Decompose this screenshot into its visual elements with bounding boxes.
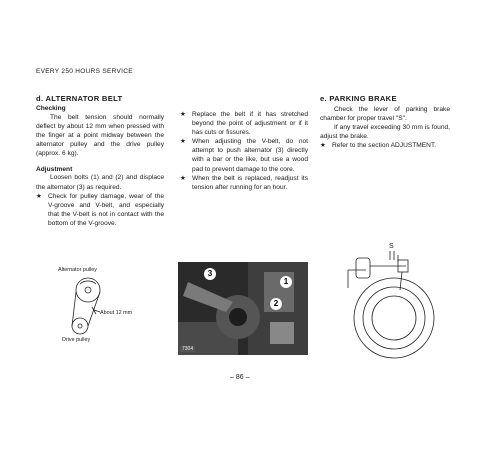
alternator-title: d. ALTERNATOR BELT [36, 94, 123, 103]
note-item [180, 110, 308, 137]
alternator-hub [85, 287, 91, 293]
chamber [356, 258, 370, 278]
star-bullet: ★ [180, 174, 186, 182]
brake-drum-hub [372, 296, 416, 340]
belt-diagram [50, 270, 160, 340]
photo-callout: 2 [270, 298, 282, 310]
star-bullet: ★ [320, 142, 326, 150]
about-12mm-label: About 12 mm [100, 310, 133, 316]
star-bullet: ★ [36, 192, 42, 200]
photo-tag: 7304 [182, 346, 194, 352]
parking-title: e. PARKING BRAKE [320, 94, 397, 103]
drive-pulley [72, 318, 88, 334]
belt-right [88, 292, 100, 326]
adjustment-text: Loosen bolts (1) and (2) and displace the alternator (3) as required. [36, 174, 164, 191]
parking-text-2: If any travel exceeding 30 mm is found, adjust the brake. [320, 124, 450, 141]
note-item [180, 174, 308, 192]
frame [348, 270, 366, 288]
parking-note-text: Refer to the section ADJUSTMENT. [332, 142, 437, 150]
alternator-pulley-label: Alternator pulley [58, 267, 97, 273]
lever [400, 272, 402, 290]
star-bullet: ★ [180, 111, 186, 118]
photo-callout: 3 [204, 268, 216, 280]
page-number: – 86 – [230, 374, 250, 381]
alternator-photo [178, 262, 308, 355]
alternator-column [36, 94, 164, 228]
checking-heading: Checking [36, 105, 66, 112]
star-bullet: ★ [180, 138, 186, 146]
parking-note [320, 141, 450, 150]
drive-pulley-label: Drive pulley [62, 337, 91, 343]
parking-text: Check the lever of parking brake chamber for proper travel "S". [320, 106, 450, 123]
note-text: When adjusting the V-belt, do not attempt to push alternator (3) directly with a bar or the like, but use a wood pad to prevent damage to the core. [192, 138, 308, 173]
adjustment-heading: Adjustment [36, 166, 73, 174]
drive-hub [78, 324, 82, 328]
page-header: EVERY 250 HOURS SERVICE [36, 68, 133, 75]
photo-callout: 1 [280, 276, 292, 288]
checking-text: The belt tension should normally deflect by about 12 mm when pressed with the finger at a point midway between the alternator pulley and the drive pulley (approx. 6 kg). [36, 114, 164, 158]
belt-top [80, 281, 96, 284]
note-text: When the belt is replaced, readjust its tension after running for an hour. [192, 174, 308, 191]
brake-drum [354, 278, 434, 358]
parking-column [320, 94, 450, 150]
note-item [180, 137, 308, 173]
note-text: Replace the belt if it has stretched beyond the point of adjustment or if it has cuts or fissures. [192, 111, 308, 137]
adjustment-note-text: Check for pulley damage, wear of the V-groove and V-belt, and especially that the V-belt is not in contact with the bottom of the V-groove. [48, 192, 164, 227]
notes-column [180, 110, 308, 192]
alternator-pulley [76, 278, 100, 302]
travel-s-label: S [389, 243, 394, 250]
brake-diagram [318, 250, 450, 360]
adjustment-note [36, 192, 164, 228]
